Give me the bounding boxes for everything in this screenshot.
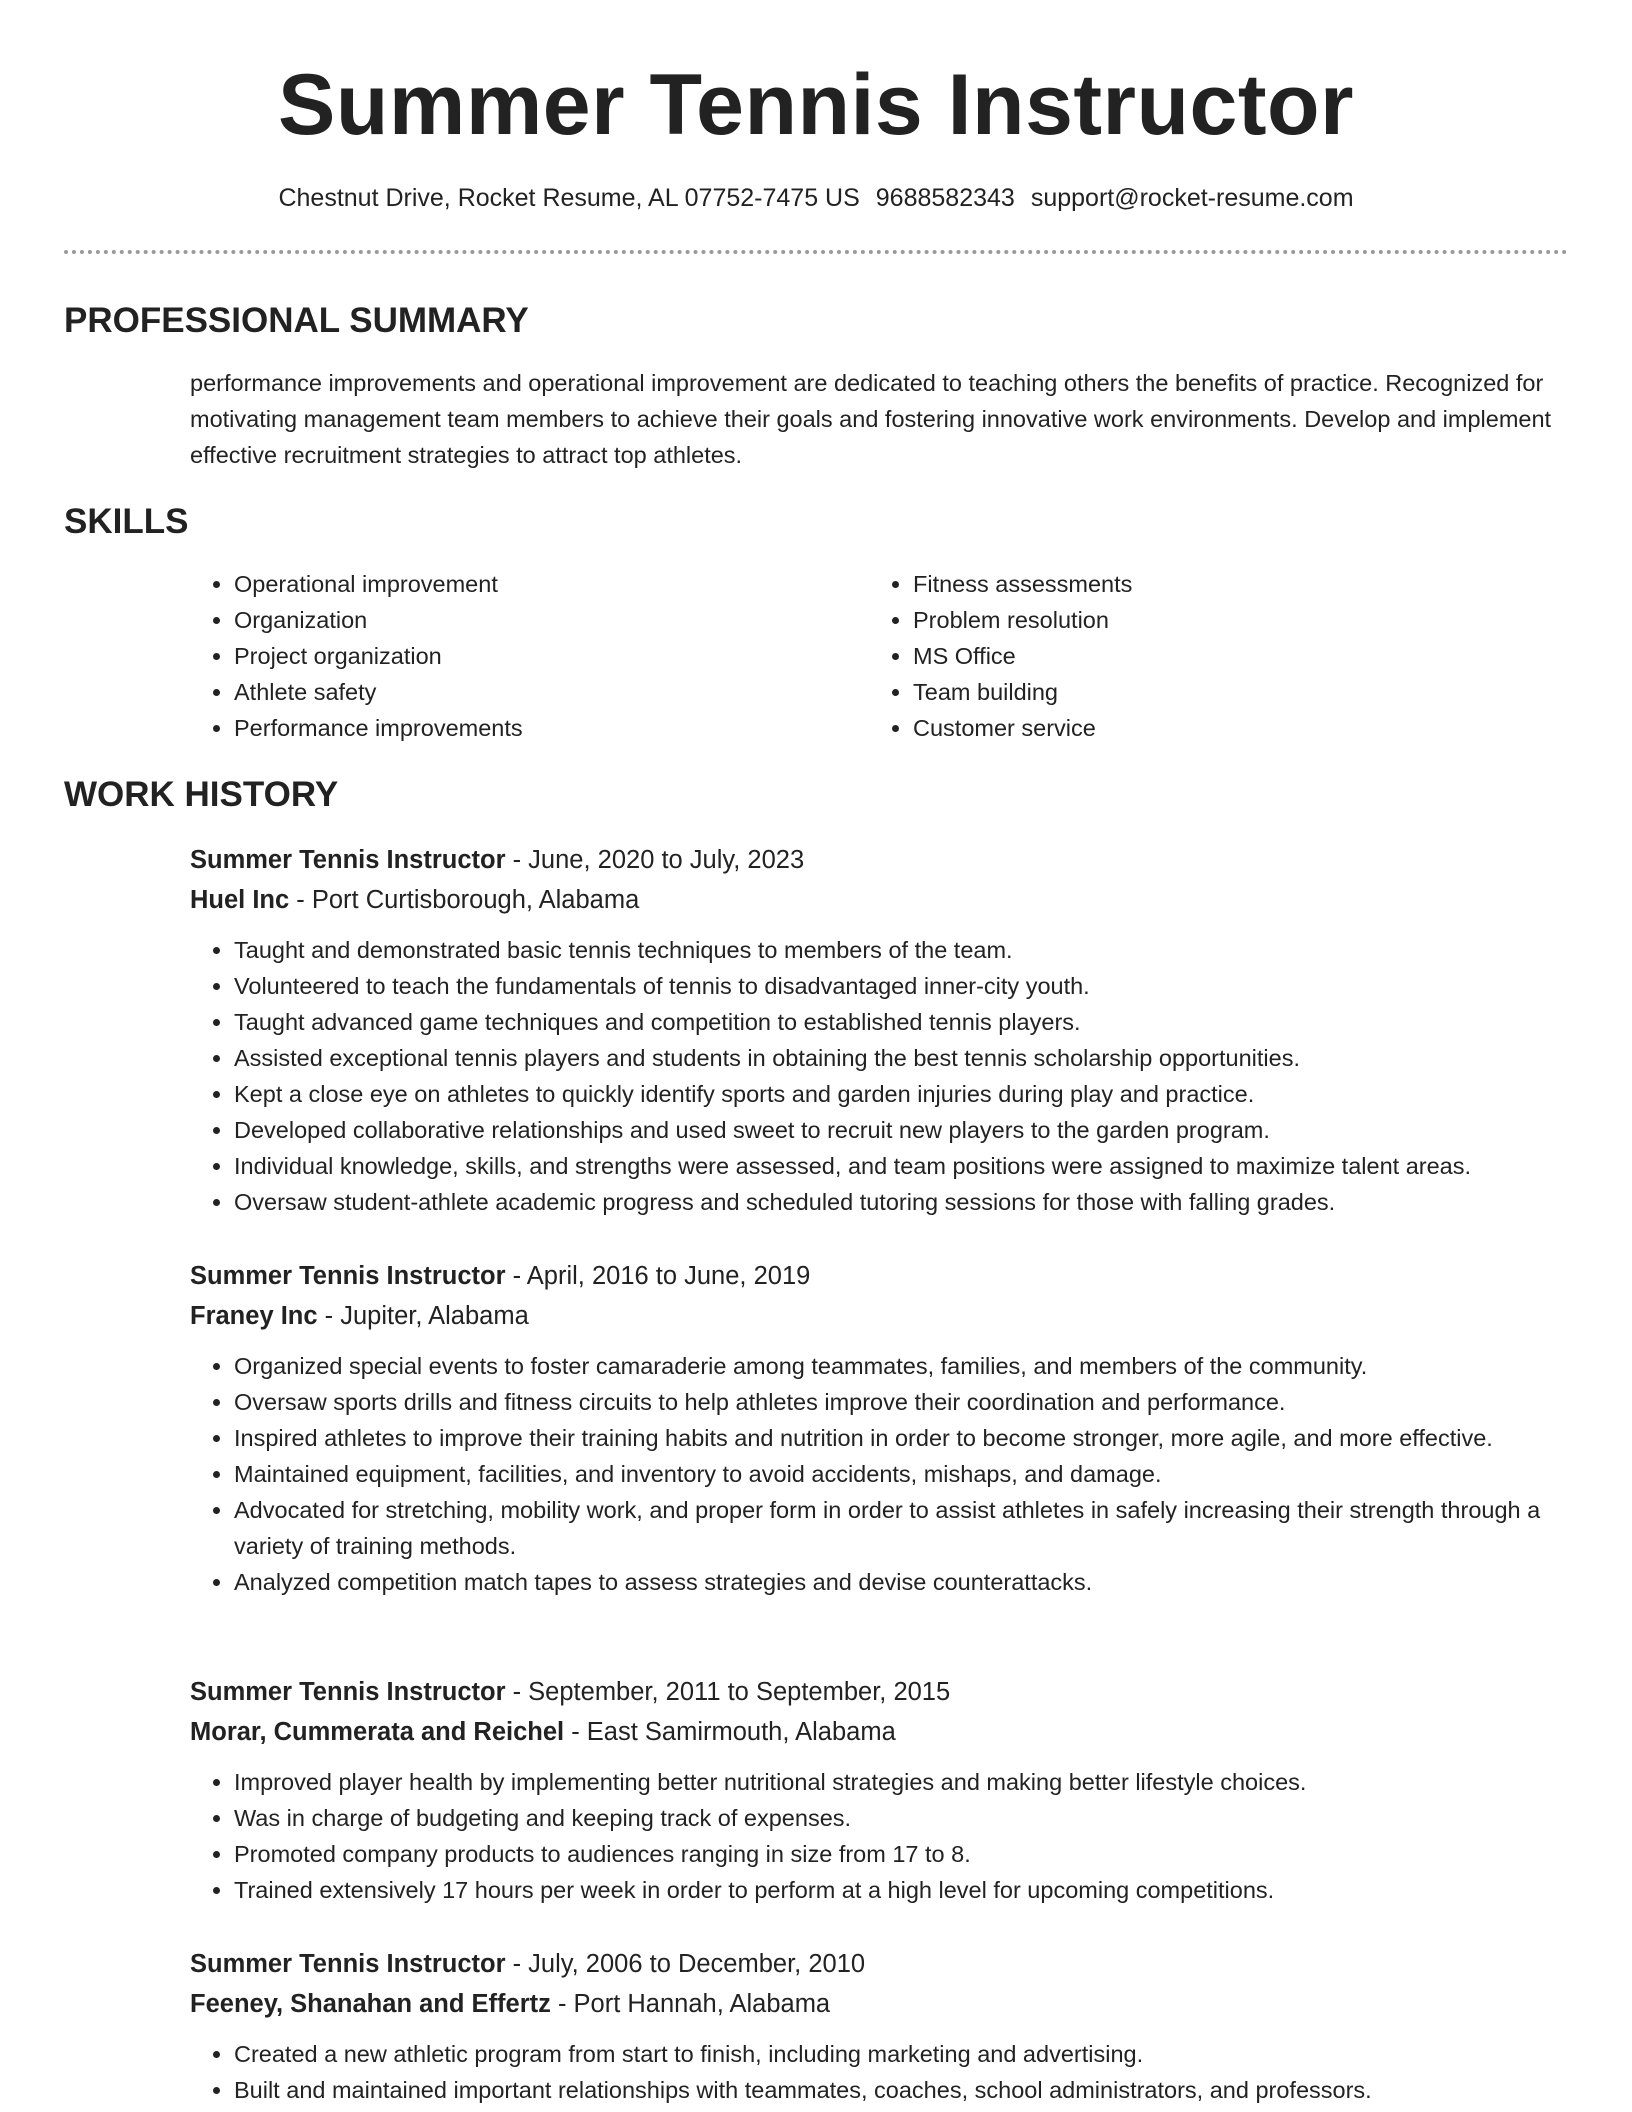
job-bullet: • Was in charge of budgeting and keeping track of expenses. <box>234 1800 1580 1836</box>
job-bullet: • Individual knowledge, skills, and strengths were assessed, and team positions were assigned to maximize talent areas. <box>234 1148 1580 1184</box>
job-entry <box>190 1672 1580 1908</box>
job-title: Summer Tennis Instructor <box>190 1950 506 1978</box>
job-location: - Port Curtisborough, Alabama <box>289 886 640 914</box>
job-bullet: • Taught advanced game techniques and competition to established tennis players. <box>234 1004 1580 1040</box>
job-location: - East Samirmouth, Alabama <box>564 1718 896 1746</box>
skill-item: • Operational improvement <box>234 566 523 602</box>
job-bullets <box>190 932 1580 1220</box>
job-dates: - April, 2016 to June, 2019 <box>505 1262 811 1290</box>
job-company: Franey Inc <box>190 1302 318 1330</box>
skills-list-left <box>190 566 523 746</box>
job-company-line <box>190 1984 1580 2024</box>
job-title-line <box>190 840 1580 880</box>
job-company: Morar, Cummerata and Reichel <box>190 1718 565 1746</box>
job-bullet: • Volunteered to teach the fundamentals of tennis to disadvantaged inner-city youth. <box>234 968 1580 1004</box>
job-bullet: • Analyzed competition match tapes to assess strategies and devise counterattacks. <box>234 1564 1580 1600</box>
job-location: - Jupiter, Alabama <box>317 1302 529 1330</box>
job-title-line <box>190 1256 1580 1296</box>
job-bullet: • Oversaw sports drills and fitness circuits to help athletes improve their coordination and performance. <box>234 1384 1580 1420</box>
job-bullet: • Improved player health by implementing better nutritional strategies and making better lifestyle choices. <box>234 1764 1580 1800</box>
job-bullet: • Built and maintained important relationships with teammates, coaches, school administrators, and professors. <box>234 2072 1580 2108</box>
job-title: Summer Tennis Instructor <box>190 1678 506 1706</box>
skill-item: • Problem resolution <box>913 602 1132 638</box>
job-company-line <box>190 880 1580 920</box>
job-dates: - June, 2020 to July, 2023 <box>505 846 805 874</box>
summary-heading: PROFESSIONAL SUMMARY <box>64 301 529 340</box>
skills-list-right <box>869 566 1132 746</box>
job-entry <box>190 1944 1580 2108</box>
job-bullet: • Kept a close eye on athletes to quickly identify sports and garden injuries during play and practice. <box>234 1076 1580 1112</box>
contact-line <box>0 181 1632 215</box>
skill-item: • Fitness assessments <box>913 566 1132 602</box>
summary-text: performance improvements and operational improvement are dedicated to teaching others the benefits of practice. Recognized for motivating management team members to achieve their goals and fostering innovative work environments. Develop and implement effective recruitment strategies to attract top athletes. <box>190 370 1552 468</box>
job-bullet: • Advocated for stretching, mobility work, and proper form in order to assist athletes in safely increasing their strength through a variety of training methods. <box>234 1492 1580 1564</box>
skill-item: • Customer service <box>913 710 1132 746</box>
job-title-line <box>190 1944 1580 1984</box>
job-company: Huel Inc <box>190 886 290 914</box>
skill-item: • Project organization <box>234 638 523 674</box>
job-title-line <box>190 1672 1580 1712</box>
job-bullets <box>190 1348 1580 1600</box>
skill-item: • MS Office <box>913 638 1132 674</box>
job-location: - Port Hannah, Alabama <box>550 1990 831 2018</box>
job-bullet: • Developed collaborative relationships and used sweet to recruit new players to the garden program. <box>234 1112 1580 1148</box>
job-bullets <box>190 2036 1580 2108</box>
job-bullet: • Trained extensively 17 hours per week in order to perform at a high level for upcoming competitions. <box>234 1872 1580 1908</box>
job-bullets <box>190 1764 1580 1908</box>
skill-item: • Athlete safety <box>234 674 523 710</box>
skills-heading: SKILLS <box>64 502 189 541</box>
header-divider <box>64 250 1568 254</box>
job-entry <box>190 1256 1580 1600</box>
job-dates: - September, 2011 to September, 2015 <box>505 1678 951 1706</box>
job-bullet: • Taught and demonstrated basic tennis techniques to members of the team. <box>234 932 1580 968</box>
skill-item: • Team building <box>913 674 1132 710</box>
job-title: Summer Tennis Instructor <box>190 1262 506 1290</box>
job-title: Summer Tennis Instructor <box>190 846 506 874</box>
contact-phone: 9688582343 <box>875 184 1015 212</box>
job-bullet: • Maintained equipment, facilities, and inventory to avoid accidents, mishaps, and damage. <box>234 1456 1580 1492</box>
job-bullet: • Promoted company products to audiences ranging in size from 17 to 8. <box>234 1836 1580 1872</box>
job-dates: - July, 2006 to December, 2010 <box>505 1950 866 1978</box>
job-bullet: • Organized special events to foster camaraderie among teammates, families, and members of the community. <box>234 1348 1580 1384</box>
contact-email[interactable]: support@rocket-resume.com <box>1030 184 1354 212</box>
job-company: Feeney, Shanahan and Effertz <box>190 1990 551 2018</box>
job-bullet: • Inspired athletes to improve their training habits and nutrition in order to become stronger, more agile, and more effective. <box>234 1420 1580 1456</box>
job-bullet: • Created a new athletic program from start to finish, including marketing and advertising. <box>234 2036 1580 2072</box>
job-company-line <box>190 1296 1580 1336</box>
contact-address: Chestnut Drive, Rocket Resume, AL 07752-7475 US <box>278 184 860 212</box>
job-bullet: • Oversaw student-athlete academic progress and scheduled tutoring sessions for those with falling grades. <box>234 1184 1580 1220</box>
skill-item: • Performance improvements <box>234 710 523 746</box>
job-entry <box>190 840 1580 1220</box>
skill-item: • Organization <box>234 602 523 638</box>
job-bullet: • Assisted exceptional tennis players and students in obtaining the best tennis scholarship opportunities. <box>234 1040 1580 1076</box>
work-history-heading: WORK HISTORY <box>64 775 339 814</box>
resume-title: Summer Tennis Instructor <box>277 57 1355 153</box>
job-company-line <box>190 1712 1580 1752</box>
